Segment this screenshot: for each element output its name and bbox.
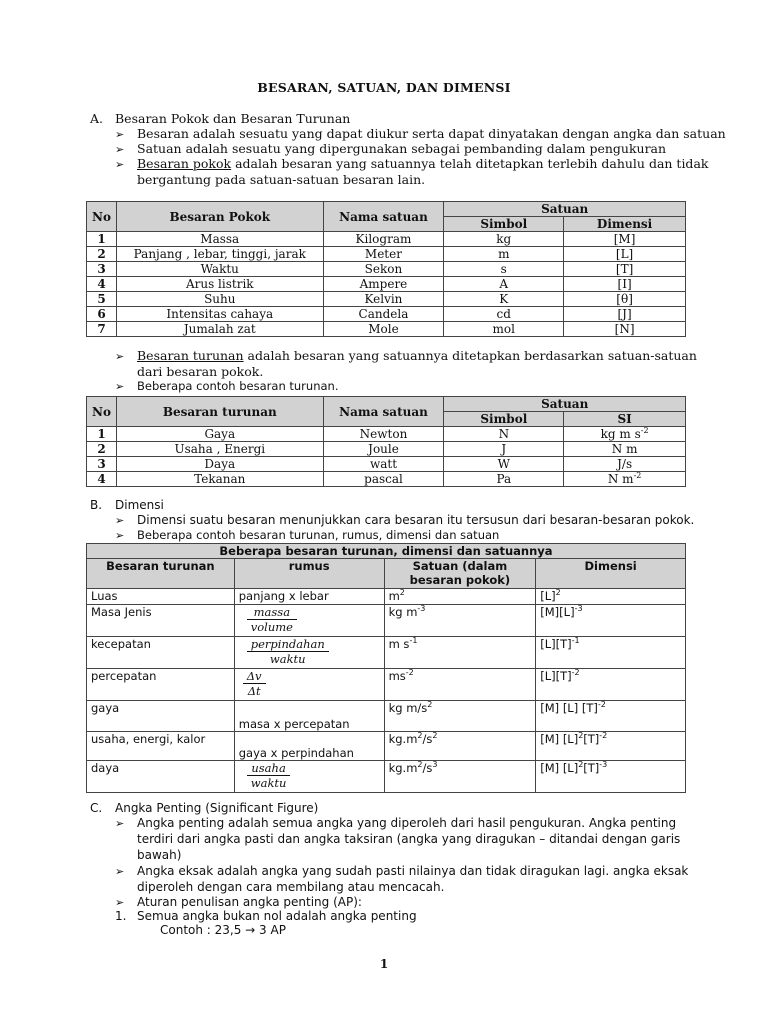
bullet-item <box>115 513 694 528</box>
cell-dimensi <box>536 701 686 732</box>
cell-besaran: usaha, energi, kalor <box>87 732 235 761</box>
dim-base: [T] <box>583 761 600 775</box>
header-satuan-line1: Satuan (dalam <box>412 559 508 573</box>
unit-exponent: -2 <box>405 668 414 678</box>
cell-no: 4 <box>87 277 117 292</box>
cell-si <box>564 457 686 472</box>
cell-simbol: s <box>444 262 564 277</box>
cell-besaran: Waktu <box>116 262 323 277</box>
formula-fraction <box>247 605 297 634</box>
cell-besaran: gaya <box>87 701 235 732</box>
bullet-item <box>115 816 676 831</box>
fraction-numerator: massa <box>247 605 297 620</box>
header-nama-satuan: Nama satuan <box>323 202 444 232</box>
dim-base: [L] <box>540 637 556 651</box>
fraction-denominator: waktu <box>269 652 306 666</box>
unit-exponent: -3 <box>417 604 426 614</box>
cell-si <box>564 472 686 487</box>
si-base: kg m s <box>600 427 641 441</box>
cell-simbol: m <box>444 247 564 262</box>
cell-besaran: Jumalah zat <box>116 322 323 337</box>
dim-base: [L] <box>540 669 556 683</box>
cell-dimensi <box>536 605 686 637</box>
dim-exponent: -2 <box>571 668 580 678</box>
header-no: No <box>87 397 117 427</box>
cell-satuan <box>384 669 536 701</box>
dim-exponent: -3 <box>599 760 608 770</box>
bullet-continuation: bawah) <box>137 848 182 862</box>
formula-fraction <box>243 669 266 698</box>
table-row <box>87 232 686 247</box>
cell-dimensi <box>536 761 686 793</box>
bullet-text: Angka penting adalah semua angka yang diperoleh dari hasil pengukuran. Angka penting <box>137 816 677 830</box>
number-label: 1. <box>115 909 127 923</box>
cell-simbol: Pa <box>444 472 564 487</box>
bullet-item <box>115 126 726 142</box>
cell-rumus <box>234 761 384 793</box>
cell-rumus <box>234 637 384 669</box>
table-row <box>87 669 686 701</box>
bullet-text: Satuan adalah sesuatu yang dipergunakan sebagai pembanding dalam pengukuran <box>137 141 667 156</box>
table-row <box>87 442 686 457</box>
cell-nama: Ampere <box>323 277 444 292</box>
cell-nama: Kelvin <box>323 292 444 307</box>
cell-besaran: Panjang , lebar, tinggi, jarak <box>116 247 323 262</box>
fraction-denominator: volume <box>250 620 293 634</box>
bullet-text: Angka eksak adalah angka yang sudah pasti nilainya dan tidak diragukan lagi. angka eksak <box>137 864 689 878</box>
cell-simbol: J <box>444 442 564 457</box>
cell-nama: Candela <box>323 307 444 322</box>
dimensi-table <box>86 543 686 793</box>
table-row <box>87 701 686 732</box>
unit-base: kg m/s <box>388 701 428 715</box>
cell-nama: Meter <box>323 247 444 262</box>
unit-base: kg m <box>388 605 418 619</box>
cell-satuan <box>384 637 536 669</box>
cell-no: 1 <box>87 427 117 442</box>
table-caption: Beberapa besaran turunan, dimensi dan satuannya <box>87 544 686 559</box>
section-a-label: A. <box>90 111 104 126</box>
cell-besaran: Daya <box>116 457 323 472</box>
cell-besaran: Arus listrik <box>116 277 323 292</box>
page-number: 1 <box>379 957 389 971</box>
formula-fraction <box>247 637 329 666</box>
bullet-text: adalah besaran yang satuannya ditetapkan berdasarkan satuan-satuan <box>243 348 697 363</box>
header-besaran: Besaran Pokok <box>116 202 323 232</box>
cell-no: 3 <box>87 262 117 277</box>
page-title: BESARAN, SATUAN, DAN DIMENSI <box>257 80 511 95</box>
bullet-item <box>115 348 697 364</box>
cell-no: 3 <box>87 457 117 472</box>
cell-dimensi <box>536 669 686 701</box>
arrowhead-bullet-icon: ➢ <box>115 514 125 527</box>
dim-base: [T] <box>555 637 572 651</box>
cell-besaran: Massa <box>116 232 323 247</box>
table-row <box>87 322 686 337</box>
cell-dimensi: [I] <box>564 277 686 292</box>
arrowhead-bullet-icon: ➢ <box>115 865 125 878</box>
cell-besaran: kecepatan <box>87 637 235 669</box>
table-row <box>87 732 686 761</box>
cell-dimensi <box>536 732 686 761</box>
cell-si <box>564 427 686 442</box>
cell-besaran: daya <box>87 761 235 793</box>
cell-simbol: A <box>444 277 564 292</box>
section-c-title: Angka Penting (Significant Figure) <box>115 801 319 815</box>
dim-exponent: -2 <box>597 700 606 710</box>
table-row <box>87 307 686 322</box>
dim-exponent: -1 <box>571 636 580 646</box>
arrowhead-bullet-icon: ➢ <box>115 529 125 542</box>
header-dimensi: Dimensi <box>536 559 686 589</box>
cell-rumus: panjang x lebar <box>234 589 384 605</box>
si-base: N m <box>611 442 638 456</box>
cell-nama: Sekon <box>323 262 444 277</box>
dim-exponent: 2 <box>578 760 584 770</box>
cell-dimensi <box>536 637 686 669</box>
arrowhead-bullet-icon: ➢ <box>115 896 125 909</box>
cell-dimensi: [M] <box>564 232 686 247</box>
cell-simbol: W <box>444 457 564 472</box>
cell-simbol: cd <box>444 307 564 322</box>
cell-rumus: gaya x perpindahan <box>234 732 384 761</box>
table-row <box>87 427 686 442</box>
cell-dimensi: [θ] <box>564 292 686 307</box>
cell-simbol: kg <box>444 232 564 247</box>
dim-exponent: -2 <box>599 731 608 741</box>
unit-exponent: -1 <box>409 636 418 646</box>
cell-dimensi: [T] <box>564 262 686 277</box>
cell-dimensi: [L] <box>564 247 686 262</box>
formula-fraction <box>247 761 291 790</box>
header-satuan <box>384 559 536 589</box>
bullet-text: Beberapa contoh besaran turunan. <box>137 379 339 393</box>
cell-rumus: masa x percepatan <box>234 701 384 732</box>
dim-exponent: -3 <box>574 604 583 614</box>
cell-nama: Newton <box>323 427 444 442</box>
bullet-item <box>115 864 688 879</box>
bullet-item <box>115 156 708 172</box>
cell-besaran: Intensitas cahaya <box>116 307 323 322</box>
cell-nama: Kilogram <box>323 232 444 247</box>
cell-besaran: Gaya <box>116 427 323 442</box>
unit-base: ms <box>388 669 406 683</box>
header-si: SI <box>564 412 686 427</box>
numbered-text: Semua angka bukan nol adalah angka penting <box>137 909 417 923</box>
dim-base: [T] <box>555 669 572 683</box>
fraction-numerator: perpindahan <box>247 637 329 652</box>
cell-dimensi: [J] <box>564 307 686 322</box>
cell-no: 2 <box>87 247 117 262</box>
cell-nama: watt <box>323 457 444 472</box>
table-row <box>87 277 686 292</box>
arrowhead-bullet-icon: ➢ <box>115 380 125 393</box>
fraction-denominator: Δt <box>247 684 261 698</box>
header-simbol: Simbol <box>444 412 564 427</box>
cell-simbol: N <box>444 427 564 442</box>
arrowhead-bullet-icon: ➢ <box>115 128 125 141</box>
dim-base: [M] [L] <box>540 761 579 775</box>
header-besaran: Besaran turunan <box>116 397 323 427</box>
table-row <box>87 589 686 605</box>
cell-nama: Joule <box>323 442 444 457</box>
cell-no: 5 <box>87 292 117 307</box>
bullet-continuation: bergantung pada satuan-satuan besaran lain. <box>137 172 426 187</box>
cell-besaran: Masa Jenis <box>87 605 235 637</box>
cell-satuan <box>384 732 536 761</box>
section-a-heading <box>90 111 350 126</box>
cell-si <box>564 442 686 457</box>
cell-besaran: percepatan <box>87 669 235 701</box>
section-b-heading <box>90 498 164 513</box>
cell-satuan <box>384 589 536 605</box>
arrowhead-bullet-icon: ➢ <box>115 350 125 363</box>
section-a-title: Besaran Pokok dan Besaran Turunan <box>115 111 351 126</box>
fraction-numerator: Δv <box>243 669 266 684</box>
unit-exponent: 3 <box>432 760 438 770</box>
table-row <box>87 262 686 277</box>
cell-no: 4 <box>87 472 117 487</box>
arrowhead-bullet-icon: ➢ <box>115 158 125 171</box>
cell-dimensi: [N] <box>564 322 686 337</box>
dim-base: [L] <box>540 589 556 603</box>
cell-satuan <box>384 761 536 793</box>
cell-besaran: Suhu <box>116 292 323 307</box>
dim-base: [T] <box>583 732 600 746</box>
cell-rumus <box>234 605 384 637</box>
section-c-label: C. <box>90 801 103 815</box>
table-row <box>87 457 686 472</box>
section-c-heading <box>90 801 318 816</box>
cell-satuan <box>384 605 536 637</box>
unit-base: m s <box>388 637 410 651</box>
table-row <box>87 605 686 637</box>
bullet-item <box>115 528 499 543</box>
unit-exponent: 2 <box>399 588 405 598</box>
section-b-title: Dimensi <box>115 498 164 512</box>
dim-base: [M] <box>540 605 560 619</box>
dim-exponent: 2 <box>578 731 584 741</box>
bullet-text: adalah besaran yang satuannya telah ditetapkan terlebih dahulu dan tidak <box>231 156 709 171</box>
header-dimensi: Dimensi <box>564 217 686 232</box>
cell-dimensi <box>536 589 686 605</box>
cell-besaran: Luas <box>87 589 235 605</box>
unit-exponent: 2 <box>417 731 423 741</box>
unit-base: kg.m <box>388 732 418 746</box>
table-row <box>87 247 686 262</box>
cell-nama: pascal <box>323 472 444 487</box>
bullet-item <box>115 379 338 394</box>
table-row <box>87 761 686 793</box>
header-rumus: rumus <box>234 559 384 589</box>
example-line: Contoh : 23,5 → 3 AP <box>160 923 286 937</box>
cell-simbol: mol <box>444 322 564 337</box>
table-row <box>87 472 686 487</box>
besaran-turunan-table <box>86 396 686 487</box>
cell-no: 1 <box>87 232 117 247</box>
unit-exponent: 2 <box>417 760 423 770</box>
bullet-text: Dimensi suatu besaran menunjukkan cara besaran itu tersusun dari besaran-besaran pokok. <box>137 513 695 527</box>
dim-base: [M] [L] <box>540 732 579 746</box>
cell-nama: Mole <box>323 322 444 337</box>
fraction-denominator: waktu <box>250 776 287 790</box>
cell-rumus <box>234 669 384 701</box>
dim-base: [L] <box>559 605 575 619</box>
si-exponent: -2 <box>633 471 642 480</box>
header-satuan-line2: besaran pokok) <box>409 573 511 587</box>
besaran-pokok-table <box>86 201 686 337</box>
cell-no: 7 <box>87 322 117 337</box>
header-nama-satuan: Nama satuan <box>323 397 444 427</box>
cell-no: 2 <box>87 442 117 457</box>
header-no: No <box>87 202 117 232</box>
fraction-numerator: usaha <box>247 761 291 776</box>
section-b-label: B. <box>90 498 103 512</box>
header-besaran-turunan: Besaran turunan <box>87 559 235 589</box>
table-row <box>87 292 686 307</box>
term-underlined: Besaran turunan <box>137 348 244 363</box>
bullet-text: Besaran adalah sesuatu yang dapat diukur serta dapat dinyatakan dengan angka dan satuan <box>137 126 726 141</box>
si-base: N m <box>607 472 634 486</box>
cell-no: 6 <box>87 307 117 322</box>
dim-exponent: 2 <box>555 588 561 598</box>
bullet-text: Aturan penulisan angka penting (AP): <box>137 895 362 909</box>
bullet-continuation: dari besaran pokok. <box>137 364 264 379</box>
arrowhead-bullet-icon: ➢ <box>115 817 125 830</box>
table-row <box>87 637 686 669</box>
header-satuan: Satuan <box>444 397 686 412</box>
bullet-continuation: terdiri dari angka pasti dan angka taksiran (angka yang diragukan – ditandai dengan garis <box>137 832 681 846</box>
unit-exponent: 2 <box>432 731 438 741</box>
bullet-item <box>115 895 362 910</box>
unit-exponent: 2 <box>427 700 433 710</box>
unit-base: /s <box>422 732 433 746</box>
header-simbol: Simbol <box>444 217 564 232</box>
bullet-continuation: diperoleh dengan cara membilang atau mencacah. <box>137 880 445 894</box>
unit-base: kg.m <box>388 761 418 775</box>
cell-besaran: Tekanan <box>116 472 323 487</box>
arrowhead-bullet-icon: ➢ <box>115 143 125 156</box>
cell-besaran: Usaha , Energi <box>116 442 323 457</box>
dim-base: [M] [L] [T] <box>540 701 598 715</box>
si-exponent: -2 <box>640 426 649 435</box>
term-underlined: Besaran pokok <box>137 156 232 171</box>
si-base: J/s <box>617 457 633 471</box>
cell-satuan <box>384 701 536 732</box>
unit-base: m <box>388 589 400 603</box>
cell-simbol: K <box>444 292 564 307</box>
bullet-text: Beberapa contoh besaran turunan, rumus, dimensi dan satuan <box>137 528 500 542</box>
unit-base: /s <box>422 761 433 775</box>
header-satuan: Satuan <box>444 202 686 217</box>
bullet-item <box>115 141 666 157</box>
numbered-item <box>115 909 417 924</box>
